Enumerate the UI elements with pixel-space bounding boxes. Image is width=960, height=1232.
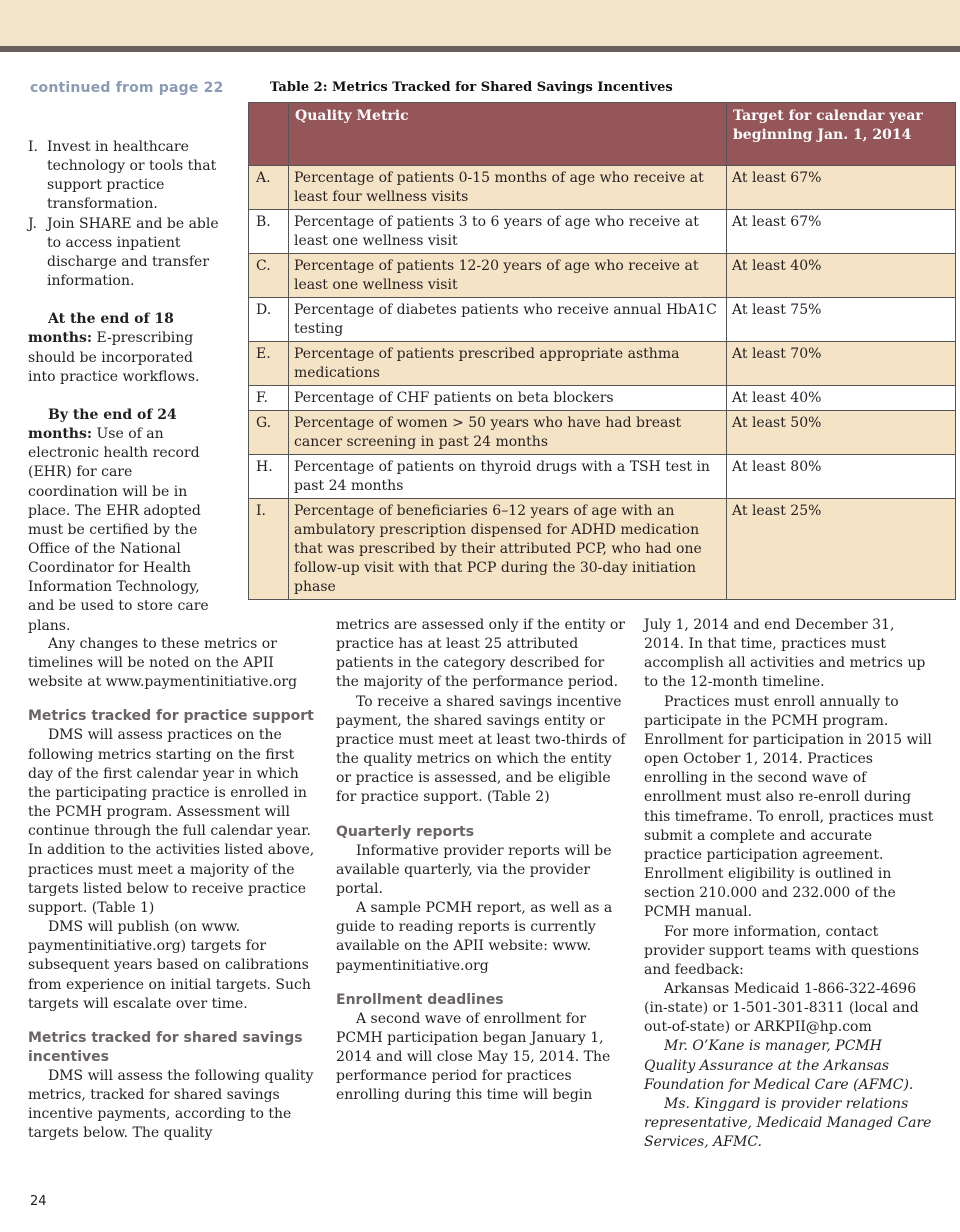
row-letter: G. bbox=[249, 411, 289, 455]
paragraph-performance-period: July 1, 2014 and end December 31, 2014. In that time, practices must accomplish all activities and metrics up to the 12-month timeline. bbox=[644, 617, 926, 691]
lead-in-18-months: At the end of 18 months: bbox=[28, 311, 174, 347]
paragraph-18-months bbox=[28, 310, 222, 387]
text-18-months: E-prescribing should be incorporated into practice workflows. bbox=[28, 330, 200, 385]
row-target: At least 50% bbox=[727, 411, 956, 455]
row-letter: E. bbox=[249, 342, 289, 386]
heading-shared-savings: Metrics tracked for shared savings incentives bbox=[28, 1029, 303, 1065]
lead-in-24-months: By the end of 24 months: bbox=[28, 406, 177, 443]
row-target: At least 40% bbox=[727, 386, 956, 411]
column-1-top bbox=[28, 138, 222, 636]
paragraph-24-months bbox=[28, 406, 222, 636]
row-target: At least 67% bbox=[727, 210, 956, 254]
row-metric: Percentage of patients 3 to 6 years of age who receive at least one wellness visit bbox=[289, 210, 727, 254]
paragraph-sample-report: A sample PCMH report, as well as a guide to reading reports is currently available on the APII website: www. paymentinitiative.org bbox=[336, 900, 613, 974]
table-row bbox=[249, 386, 956, 411]
header-band bbox=[0, 0, 960, 46]
author-bio-okane: Mr. O’Kane is manager, PCMH Quality Assurance at the Arkansas Foundation for Medical Care (AFMC). bbox=[644, 1038, 914, 1093]
table-row bbox=[249, 411, 956, 455]
continued-note: continued from page 22 bbox=[30, 80, 224, 96]
paragraph-provider-reports: Informative provider reports will be available quarterly, via the provider portal. bbox=[336, 842, 612, 897]
column-2 bbox=[336, 616, 626, 1105]
heading-practice-support: Metrics tracked for practice support bbox=[28, 708, 314, 725]
list-item-text: Join SHARE and be able to access inpatient discharge and transfer information. bbox=[47, 215, 219, 290]
metrics-table bbox=[248, 102, 956, 600]
row-letter: I. bbox=[249, 499, 289, 600]
paragraph-more-info: For more information, contact provider support teams with questions and feedback: bbox=[644, 923, 920, 978]
table-row bbox=[249, 210, 956, 254]
paragraph-shared-savings: DMS will assess the following quality metrics, tracked for shared savings incentive payments, according to the targets below. The quality bbox=[28, 1067, 314, 1142]
row-target: At least 25% bbox=[727, 499, 956, 600]
header-rule bbox=[0, 46, 960, 52]
heading-quarterly-reports: Quarterly reports bbox=[336, 823, 475, 840]
table-row bbox=[249, 342, 956, 386]
paragraph-incentive-payment: To receive a shared savings incentive payment, the shared savings entity or practice must meet at least two-thirds of the quality metrics on which the entity or practice is assessed, and be eligible for practice support. (Table 2) bbox=[336, 693, 626, 806]
header-quality-metric: Quality Metric bbox=[289, 103, 727, 166]
row-target: At least 40% bbox=[727, 254, 956, 298]
list-marker: J. bbox=[28, 215, 37, 232]
heading-enrollment-deadlines: Enrollment deadlines bbox=[336, 991, 504, 1008]
author-bio-kinggard: Ms. Kinggard is provider relations representative, Medicaid Managed Care Services, AFMC. bbox=[644, 1095, 932, 1151]
row-metric: Percentage of patients on thyroid drugs with a TSH test in past 24 months bbox=[289, 455, 727, 499]
table-row bbox=[249, 298, 956, 342]
table-caption: Table 2: Metrics Tracked for Shared Savings Incentives bbox=[270, 80, 673, 95]
row-letter: B. bbox=[249, 210, 289, 254]
list-marker: I. bbox=[28, 139, 38, 155]
row-metric: Percentage of patients 0-15 months of age who receive at least four wellness visits bbox=[289, 166, 727, 210]
row-target: At least 80% bbox=[727, 455, 956, 499]
table-header-row bbox=[249, 103, 956, 166]
text-24-months: Use of an electronic health record (EHR) for care coordination will be in place. The EHR adopted must be certified by the Office of the National Coordinator for Health Information Technology, and be used to store care plans. bbox=[28, 426, 209, 634]
list-item bbox=[28, 215, 222, 292]
list-item-text: Invest in healthcare technology or tools that support practice transformation. bbox=[47, 139, 217, 213]
paragraph-second-wave: A second wave of enrollment for PCMH participation began January 1, 2014 and will close May 15, 2014. The performance period for practices enrolling during this time will begin bbox=[336, 1010, 611, 1104]
paragraph-support-1: DMS will assess practices on the following metrics starting on the first day of the first calendar year in which the participating practice is enrolled in the PCMH program. Assessment will continue through the full calendar year. In addition to the activities listed above, practices must meet a majority of the targets listed below to receive practice support. (Table 1) bbox=[28, 727, 315, 916]
table-row bbox=[249, 499, 956, 600]
header-letter-cell bbox=[249, 103, 289, 166]
paragraph-contact: Arkansas Medicaid 1-866-322-4696 (in-state) or 1-501-301-8311 (local and out-of-state) or ARKPII@hp.com bbox=[644, 980, 919, 1036]
row-target: At least 70% bbox=[727, 342, 956, 386]
paragraph-support-2: DMS will publish (on www. paymentinitiative.org) targets for subsequent years based on calibrations from experience on initial targets. Such targets will escalate over time. bbox=[28, 919, 311, 1012]
paragraph-metrics-assessed: metrics are assessed only if the entity or practice has at least 25 attributed patients in the category described for the majority of the performance period. bbox=[336, 617, 625, 691]
row-letter: D. bbox=[249, 298, 289, 342]
row-target: At least 75% bbox=[727, 298, 956, 342]
table-row bbox=[249, 254, 956, 298]
row-target: At least 67% bbox=[727, 166, 956, 210]
column-3 bbox=[644, 616, 934, 1152]
row-letter: H. bbox=[249, 455, 289, 499]
row-metric: Percentage of patients 12-20 years of age who receive at least one wellness visit bbox=[289, 254, 727, 298]
header-target: Target for calendar year beginning Jan. 1, 2014 bbox=[727, 103, 956, 166]
list-item bbox=[28, 138, 222, 215]
row-letter: C. bbox=[249, 254, 289, 298]
page-number: 24 bbox=[30, 1194, 47, 1209]
table-row bbox=[249, 166, 956, 210]
column-1-bottom bbox=[28, 635, 320, 1143]
row-metric: Percentage of beneficiaries 6–12 years of age with an ambulatory prescription dispensed for ADHD medication that was prescribed by their attributed PCP, who had one follow-up visit with that PCP during the 30-day initiation phase bbox=[289, 499, 727, 600]
paragraph-enroll-annually: Practices must enroll annually to participate in the PCMH program. Enrollment for participation in 2015 will open October 1, 2014. Practices enrolling in the second wave of enrollment must also re-enroll during this timeframe. To enroll, practices must submit a complete and accurate practice participation agreement. Enrollment eligibility is outlined in section 210.000 and 232.000 of the PCMH manual. bbox=[644, 693, 934, 921]
row-metric: Percentage of patients prescribed appropriate asthma medications bbox=[289, 342, 727, 386]
row-metric: Percentage of diabetes patients who receive annual HbA1C testing bbox=[289, 298, 727, 342]
table-row bbox=[249, 455, 956, 499]
row-letter: A. bbox=[249, 166, 289, 210]
action-list bbox=[28, 138, 222, 291]
row-letter: F. bbox=[249, 386, 289, 411]
row-metric: Percentage of women > 50 years who have had breast cancer screening in past 24 months bbox=[289, 411, 727, 455]
paragraph-changes: Any changes to these metrics or timelines will be noted on the APII website at www.paymentinitiative.org bbox=[28, 636, 298, 691]
row-metric: Percentage of CHF patients on beta blockers bbox=[289, 386, 727, 411]
